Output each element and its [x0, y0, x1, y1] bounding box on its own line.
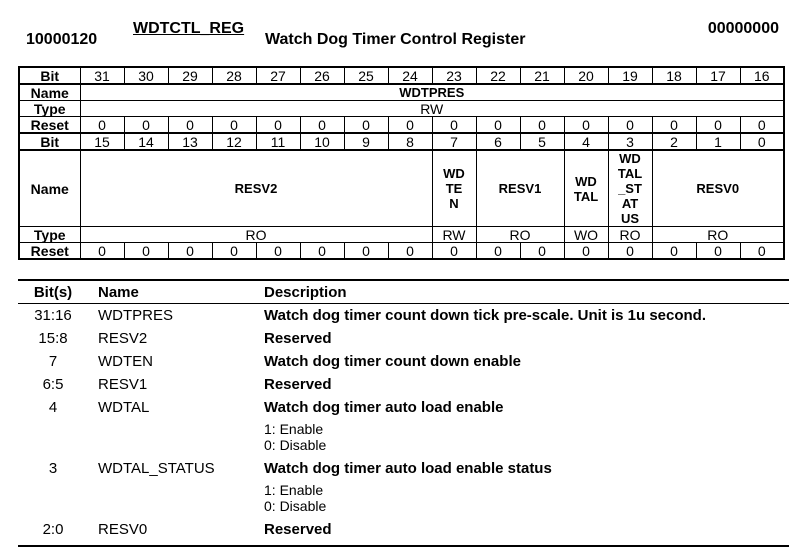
- field-resv2: RESV2: [80, 150, 432, 227]
- bit-number: 14: [124, 133, 168, 150]
- bit-number: 17: [696, 67, 740, 84]
- field-wdten: WD TE N: [432, 150, 476, 227]
- row-description: [254, 327, 789, 350]
- reset-value: 0: [256, 243, 300, 260]
- upper-type-row: [19, 101, 784, 117]
- reset-label: Reset: [19, 243, 80, 260]
- row-description-text: Reserved: [264, 521, 332, 538]
- description-row: [18, 518, 789, 546]
- reset-value: 0: [432, 117, 476, 134]
- header-bits: Bit(s): [18, 280, 88, 304]
- field-wdtpres: WDTPRES: [80, 84, 784, 101]
- bit-number: 6: [476, 133, 520, 150]
- bit-number: 2: [652, 133, 696, 150]
- name-label: Name: [19, 84, 80, 101]
- row-description-text: Watch dog timer auto load enable: [264, 399, 504, 416]
- bit-number: 21: [520, 67, 564, 84]
- description-row: [18, 304, 789, 328]
- reset-value: 0: [608, 243, 652, 260]
- bit-number: 31: [80, 67, 124, 84]
- description-row: [18, 327, 789, 350]
- row-description-text: Watch dog timer count down tick pre-scale. Unit is 1u second.: [264, 307, 707, 324]
- row-description-text: Watch dog timer count down enable: [264, 353, 521, 370]
- reset-value: 0: [80, 117, 124, 134]
- upper-bit-row: [19, 67, 784, 84]
- row-bits: 7: [48, 353, 58, 370]
- reset-value: 0: [740, 243, 784, 260]
- field-resv1: RESV1: [476, 150, 564, 227]
- reset-value: 0: [696, 243, 740, 260]
- reset-value: 0: [652, 117, 696, 134]
- description-row: [18, 350, 789, 373]
- register-name: WDTCTL_REG: [133, 20, 245, 37]
- reset-value: 0: [344, 117, 388, 134]
- description-row: [18, 373, 789, 396]
- register-bit-table: [18, 66, 785, 260]
- bit-number: 0: [740, 133, 784, 150]
- reset-value: 0: [740, 117, 784, 134]
- bit-number: 24: [388, 67, 432, 84]
- description-body: [18, 304, 789, 547]
- row-bits: 3: [48, 460, 58, 477]
- bit-number: 3: [608, 133, 652, 150]
- row-description-text: Reserved: [264, 330, 332, 347]
- upper-name-row: [19, 84, 784, 101]
- row-bits: 6:5: [42, 376, 64, 393]
- row-bits: 15:8: [38, 330, 68, 347]
- bit-number: 4: [564, 133, 608, 150]
- row-description-text: Watch dog timer auto load enable status: [264, 460, 552, 477]
- lower-name-row: [19, 150, 784, 227]
- field-wdtal-status: WD TAL _ST AT US: [608, 150, 652, 227]
- reset-value: 0: [124, 117, 168, 134]
- bit-number: 9: [344, 133, 388, 150]
- row-bits: 2:0: [18, 518, 88, 546]
- bit-number: 10: [300, 133, 344, 150]
- header-name: Name: [88, 280, 254, 304]
- register-reset-value: 00000000: [707, 20, 779, 37]
- reset-value: 0: [300, 117, 344, 134]
- bit-number: 28: [212, 67, 256, 84]
- reset-value: 0: [696, 117, 740, 134]
- field-resv2-type: RO: [80, 227, 432, 243]
- reset-value: 0: [520, 243, 564, 260]
- bit-number: 16: [740, 67, 784, 84]
- row-description: [254, 304, 789, 328]
- name-label: Name: [19, 150, 80, 227]
- bit-number: 11: [256, 133, 300, 150]
- bit-label: Bit: [19, 67, 80, 84]
- field-wdtal-status-type: RO: [608, 227, 652, 243]
- row-name: WDTAL_STATUS: [98, 460, 215, 477]
- type-label: Type: [19, 227, 80, 243]
- row-name: WDTPRES: [98, 307, 173, 324]
- row-description: [254, 373, 789, 396]
- reset-value: 0: [564, 243, 608, 260]
- upper-reset-row: [19, 117, 784, 134]
- reset-value: 0: [124, 243, 168, 260]
- row-description: [254, 350, 789, 373]
- bit-number: 20: [564, 67, 608, 84]
- row-name: RESV0: [88, 518, 254, 546]
- bit-number: 13: [168, 133, 212, 150]
- field-wdtpres-type: RW: [80, 101, 784, 117]
- field-resv0: RESV0: [652, 150, 784, 227]
- reset-value: 0: [608, 117, 652, 134]
- row-name: WDTEN: [98, 353, 153, 370]
- bit-number: 5: [520, 133, 564, 150]
- register-title: Watch Dog Timer Control Register: [265, 31, 526, 48]
- bit-number: 18: [652, 67, 696, 84]
- bit-label: Bit: [19, 133, 80, 150]
- reset-value: 0: [212, 243, 256, 260]
- bit-number: 27: [256, 67, 300, 84]
- reset-value: 0: [80, 243, 124, 260]
- row-description-option: 0: Disable: [264, 498, 327, 514]
- field-wdten-type: RW: [432, 227, 476, 243]
- bit-number: 19: [608, 67, 652, 84]
- bit-number: 12: [212, 133, 256, 150]
- lower-bit-row: [19, 133, 784, 150]
- register-address: 10000120: [26, 31, 98, 48]
- reset-label: Reset: [19, 117, 80, 134]
- row-description-option: 0: Disable: [264, 437, 327, 453]
- reset-value: 0: [212, 117, 256, 134]
- type-label: Type: [19, 101, 80, 117]
- description-header-row: [18, 280, 789, 304]
- bit-number: 15: [80, 133, 124, 150]
- row-name: WDTAL: [98, 399, 150, 416]
- description-row: [18, 396, 789, 457]
- reset-value: 0: [388, 243, 432, 260]
- field-description-table: [18, 279, 789, 547]
- bit-number: 23: [432, 67, 476, 84]
- reset-value: 0: [344, 243, 388, 260]
- row-description-option: 1: Enable: [264, 421, 324, 437]
- row-description-option: 1: Enable: [264, 482, 324, 498]
- bit-number: 30: [124, 67, 168, 84]
- reset-value: 0: [520, 117, 564, 134]
- bit-number: 29: [168, 67, 212, 84]
- row-bits: 4: [48, 399, 58, 416]
- row-name: RESV1: [98, 376, 148, 393]
- row-description: [254, 396, 789, 457]
- lower-type-row: [19, 227, 784, 243]
- field-resv1-type: RO: [476, 227, 564, 243]
- reset-value: 0: [388, 117, 432, 134]
- row-description: [254, 457, 789, 518]
- row-name: RESV2: [98, 330, 148, 347]
- field-wdtal-type: WO: [564, 227, 608, 243]
- bit-number: 1: [696, 133, 740, 150]
- description-row: [18, 457, 789, 518]
- bit-number: 25: [344, 67, 388, 84]
- header-description: Description: [254, 280, 789, 304]
- bit-number: 8: [388, 133, 432, 150]
- reset-value: 0: [300, 243, 344, 260]
- reset-value: 0: [564, 117, 608, 134]
- row-bits: 31:16: [34, 307, 72, 324]
- reset-value: 0: [476, 117, 520, 134]
- reset-value: 0: [168, 117, 212, 134]
- bit-number: 22: [476, 67, 520, 84]
- row-description-text: Reserved: [264, 376, 332, 393]
- reset-value: 0: [476, 243, 520, 260]
- field-wdtal: WD TAL: [564, 150, 608, 227]
- row-description: [254, 518, 789, 546]
- bit-number: 7: [432, 133, 476, 150]
- bit-number: 26: [300, 67, 344, 84]
- reset-value: 0: [168, 243, 212, 260]
- lower-reset-row: [19, 243, 784, 260]
- reset-value: 0: [256, 117, 300, 134]
- reset-value: 0: [432, 243, 476, 260]
- reset-value: 0: [652, 243, 696, 260]
- field-resv0-type: RO: [652, 227, 784, 243]
